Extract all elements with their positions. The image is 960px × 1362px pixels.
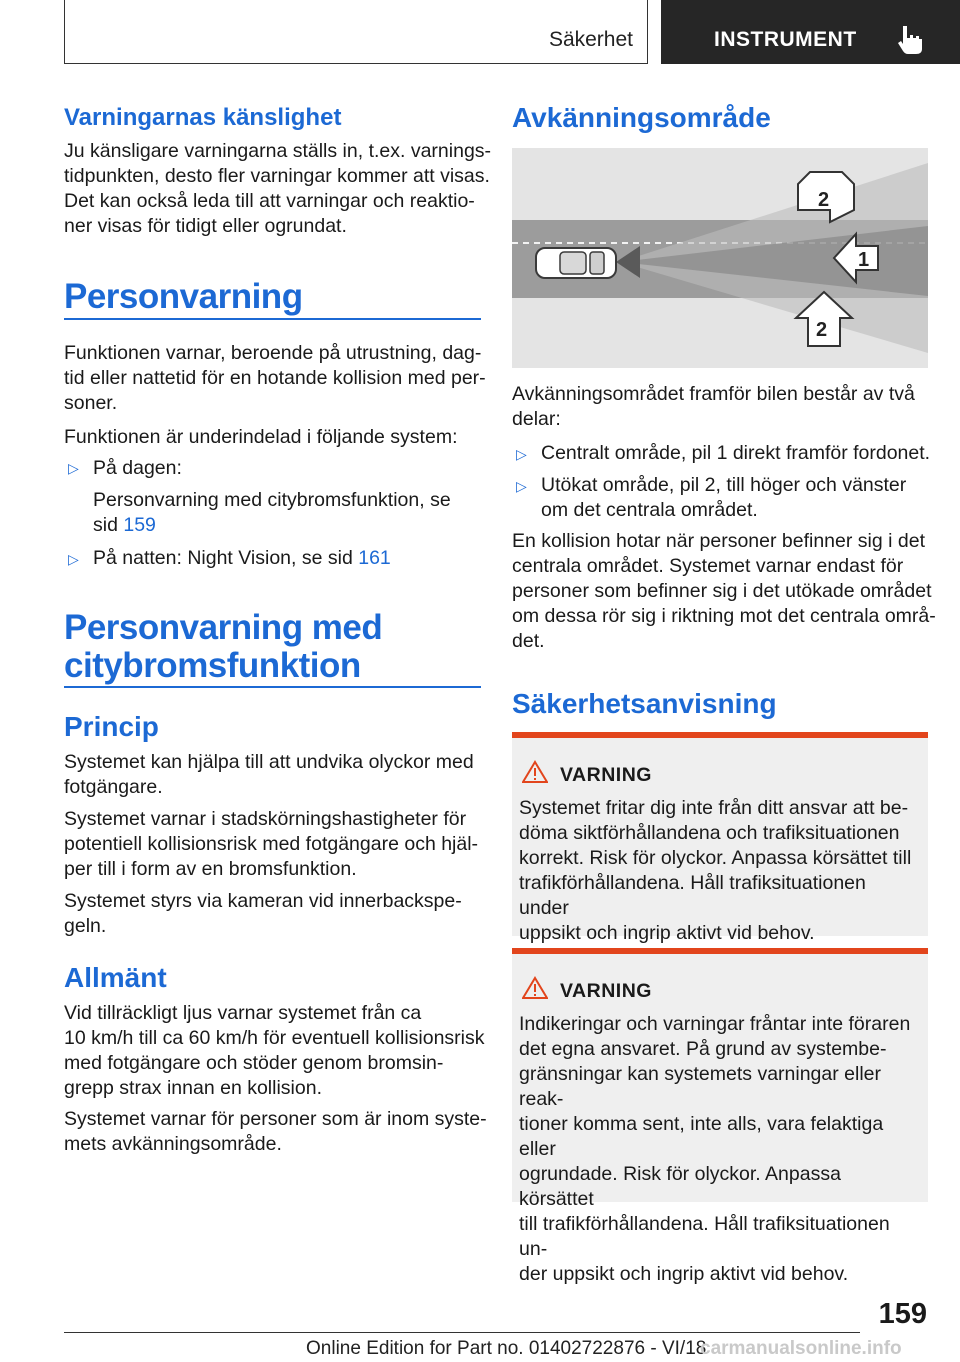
list-item-day (93, 456, 451, 538)
bullet-triangle-icon: ▷ (68, 460, 79, 476)
list-item-description: Personvarning med citybromsfunktion, se (93, 489, 451, 511)
heading-divider (64, 686, 481, 688)
arrow-1-label: 1 (858, 249, 870, 271)
text-line: Utökat område, pil 2, till höger och vänster (541, 474, 907, 496)
heading-divider (64, 318, 481, 320)
warning-title: VARNING (560, 980, 652, 1002)
footer-edition: Online Edition for Part no. 01402722876 - VI/18 (306, 1338, 707, 1359)
list-item-night (93, 546, 391, 571)
list-item-extended (541, 473, 906, 523)
text-line: tid eller nattetid för en hotande kollision med per- (64, 367, 486, 389)
header-chapter-tab[interactable] (661, 0, 960, 64)
area-intro (512, 382, 915, 432)
footer-watermark: carmanualsonline.info (700, 1338, 902, 1359)
bullet-triangle-icon: ▷ (516, 478, 527, 494)
allmant-paragraph-2 (64, 1107, 487, 1157)
text-line: Funktionen varnar, beroende på utrustning, dag- (64, 342, 482, 364)
text-line: om det centrala området. (541, 499, 758, 521)
bullet-triangle-icon: ▷ (68, 551, 79, 567)
subsystems-intro: Funktionen är underindelad i följande system: (64, 426, 458, 448)
arrow-2-bottom-label: 2 (816, 319, 828, 341)
warning-triangle-icon (522, 976, 548, 1000)
text-line: En kollision hotar när personer befinner sig i det (512, 530, 925, 552)
text-line: soner. (64, 392, 118, 414)
text-line: mets avkänningsområde. (64, 1133, 282, 1155)
page-link-159[interactable]: 159 (123, 514, 156, 536)
header-chapter-label: INSTRUMENT (714, 28, 857, 51)
princip-paragraph-3 (64, 889, 462, 939)
text-line: grepp strax innan en kollision. (64, 1077, 322, 1099)
allmant-paragraph-1 (64, 1001, 485, 1101)
personvarning-paragraph (64, 341, 486, 416)
ref-prefix: sid (93, 514, 124, 536)
page-link-161[interactable]: 161 (358, 547, 391, 569)
text-line: ner visas för tidigt eller ogrundat. (64, 215, 347, 237)
text-line: Avkänningsområdet framför bilen består av två (512, 383, 915, 405)
text-line: centrala området. Systemet varnar endast för (512, 555, 904, 577)
warning-box-1 (512, 732, 928, 944)
text-line: der uppsikt och ingrip aktivt vid behov. (519, 1263, 849, 1285)
text-line: Vid tillräckligt ljus varnar systemet från ca (64, 1002, 422, 1024)
warning-triangle-icon (522, 760, 548, 784)
warning-box-2 (512, 948, 928, 1285)
car-icon (536, 248, 616, 278)
text-line: ogrundade. Risk för olyckor. Anpassa körsättet (519, 1163, 841, 1210)
text-line: trafikförhållandena. Håll trafiksituationen under (519, 872, 866, 919)
header-section-box (64, 0, 648, 64)
area-heading: Avkänningsområde (512, 102, 771, 133)
text-line: potentiell kollisionsrisk med fotgängare och hjäl- (64, 833, 479, 855)
safety-heading: Säkerhetsanvisning (512, 688, 777, 719)
text-line: Systemet styrs via kameran vid innerbackspe- (64, 890, 462, 912)
text-line: fotgängare. (64, 776, 163, 798)
text-line: uppsikt och ingrip aktivt vid behov. (519, 922, 815, 944)
text-line: delar: (512, 408, 561, 430)
text-line: personer som befinner sig i det utökade området (512, 580, 932, 602)
princip-heading: Princip (64, 711, 159, 742)
city-heading-line: Personvarning med (64, 608, 383, 647)
text-line: med fotgängare och stöder genom bromsin- (64, 1052, 444, 1074)
princip-paragraph-1 (64, 750, 474, 800)
text-line: 10 km/h till ca 60 km/h för eventuell kollisionsrisk (64, 1027, 485, 1049)
city-heading (64, 609, 382, 685)
text-line: per till i form av en bromsfunktion. (64, 858, 357, 880)
arrow-2-top-label: 2 (818, 189, 830, 211)
text-line: om dessa rör sig i riktning mot det centrala områ- (512, 605, 936, 627)
text-line: Systemet fritar dig inte från ditt ansvar att be- (519, 797, 909, 819)
text-line: Systemet varnar för personer som är inom syste- (64, 1108, 487, 1130)
list-item-ref-line (93, 513, 451, 538)
bullet-triangle-icon: ▷ (516, 446, 527, 462)
text-line: tidpunkten, desto fler varningar kommer att visas. (64, 165, 490, 187)
text-line: Ju känsligare varningarna ställs in, t.ex. varnings- (64, 140, 492, 162)
list-item-label: På natten: Night Vision, se sid (93, 547, 359, 569)
warning-text (519, 1012, 920, 1287)
text-line: Indikeringar och varningar fråntar inte föraren (519, 1013, 911, 1035)
personvarning-heading: Personvarning (64, 277, 303, 316)
footer-divider (64, 1332, 860, 1333)
page-number: 159 (878, 1298, 927, 1330)
text-line: till trafikförhållandena. Håll trafiksituationen un- (519, 1213, 890, 1260)
princip-paragraph-2 (64, 807, 478, 882)
area-paragraph (512, 529, 936, 654)
text-line: det egna ansvaret. På grund av systembe- (519, 1038, 887, 1060)
warning-text (519, 796, 920, 946)
text-line: korrekt. Risk för olyckor. Anpassa körsättet till (519, 847, 912, 869)
warning-title: VARNING (560, 764, 652, 786)
text-line: geln. (64, 915, 107, 937)
city-heading-line: citybromsfunktion (64, 646, 361, 685)
sensitivity-paragraph (64, 139, 491, 239)
allmant-heading: Allmänt (64, 962, 167, 993)
text-line: det. (512, 630, 545, 652)
text-line: Det kan också leda till att varningar och reaktio- (64, 190, 475, 212)
list-item-central: Centralt område, pil 1 direkt framför fordonet. (541, 442, 931, 464)
detection-area-diagram (512, 148, 928, 368)
text-line: gränsningar kan systemets varningar eller reak- (519, 1063, 882, 1110)
hand-pointer-icon (894, 22, 928, 56)
text-line: Systemet kan hjälpa till att undvika olyckor med (64, 751, 474, 773)
text-line: döma siktförhållandena och trafiksituationen (519, 822, 900, 844)
sensitivity-heading: Varningarnas känslighet (64, 104, 342, 131)
text-line: Systemet varnar i stadskörningshastigheter för (64, 808, 467, 830)
text-line: tioner komma sent, inte alls, vara felaktiga eller (519, 1113, 884, 1160)
header-section-title: Säkerhet (548, 28, 633, 51)
list-item-label: På dagen: (93, 457, 182, 479)
